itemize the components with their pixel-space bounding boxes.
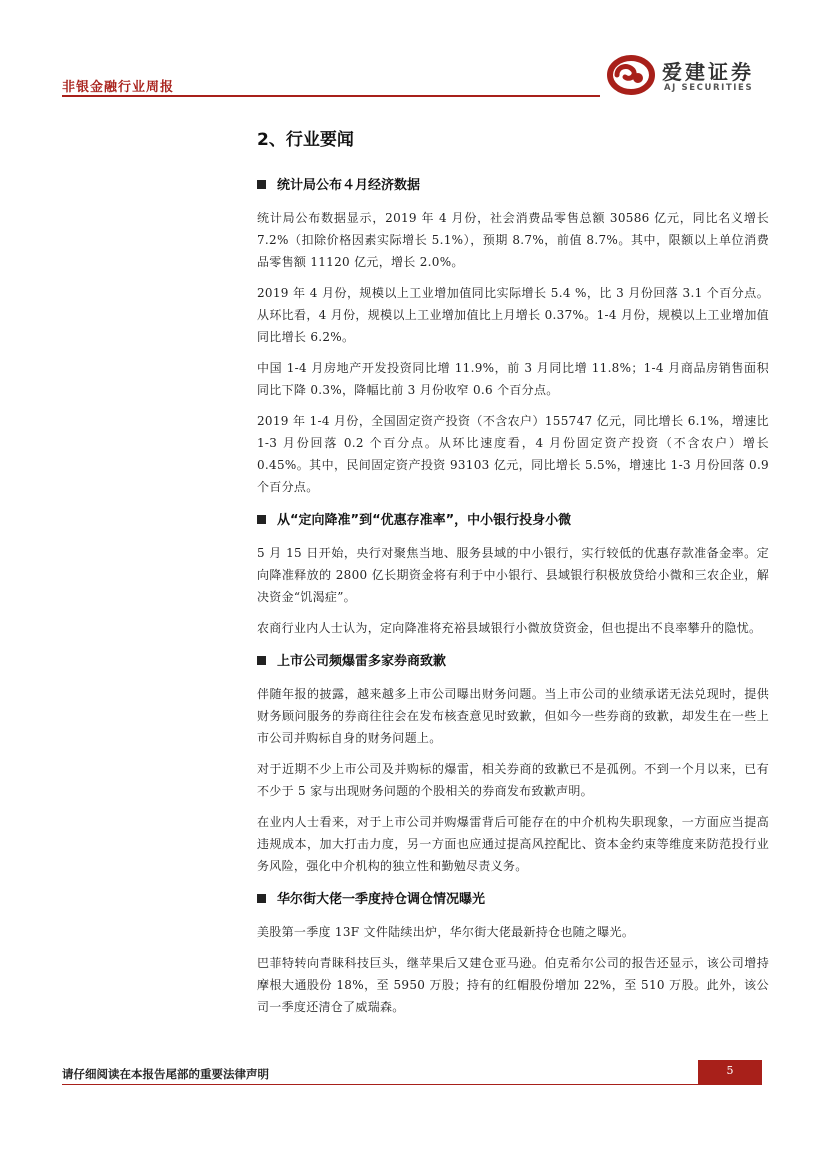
news-paragraph: 美股第一季度 13F 文件陆续出炉，华尔街大佬最新持仓也随之曝光。 <box>257 925 635 939</box>
news-heading <box>257 886 769 913</box>
company-logo <box>606 52 776 102</box>
header-divider <box>62 95 600 97</box>
news-paragraph: 统计局公布数据显示，2019 年 4 月份，社会消费品零售总额 30586 亿元，同比名义增长 7.2%（扣除价格因素实际增长 5.1%），预期 8.7%，前值 8.7%。其中，限额以上单位消费品零售额 11120 亿元，增长 2.0%。 <box>257 211 769 269</box>
news-paragraph: 中国 1-4 月房地产开发投资同比增 11.9%，前 3 月同比增 11.8%；1-4 月商品房销售面积同比下降 0.3%，降幅比前 3 月份收窄 0.6 个百分点。 <box>257 361 769 397</box>
page-number-badge <box>698 1060 762 1085</box>
news-content <box>257 172 769 1027</box>
news-paragraph: 2019 年 4 月份，规模以上工业增加值同比实际增长 5.4 %，比 3 月份回落 3.1 个百分点。从环比看，4 月份，规模以上工业增加值比上月增长 0.37%。1-4 月份，规模以上工业增加值同比增长 6.2%。 <box>257 286 769 344</box>
logo-chinese-name: 爱建证券 <box>662 60 754 84</box>
news-heading-text: 上市公司频爆雷多家券商致歉 <box>277 654 447 669</box>
news-heading <box>257 648 769 675</box>
logo-emblem-icon <box>606 52 656 98</box>
news-heading <box>257 507 769 534</box>
page-number: 5 <box>726 1064 734 1077</box>
news-paragraph: 对于近期不少上市公司及并购标的爆雷，相关券商的致歉已不是孤例。不到一个月以来，已有不少于 5 家与出现财务问题的个股相关的券商发布致歉声明。 <box>257 762 769 798</box>
news-paragraph: 农商行业内人士认为，定向降准将充裕县域银行小微放贷资金，但也提出不良率攀升的隐忧。 <box>257 621 762 635</box>
square-bullet-icon <box>257 180 266 189</box>
news-paragraph: 在业内人士看来，对于上市公司并购爆雷背后可能存在的中介机构失职现象，一方面应当提高违规成本，加大打击力度，另一方面也应通过提高风控配比、资本金约束等维度来防范投行业务风险，强化中介机构的独立性和勤勉尽责义务。 <box>257 815 769 873</box>
news-heading-text: 华尔街大佬一季度持仓调仓情况曝光 <box>277 892 486 907</box>
legal-disclaimer-note: 请仔细阅读在本报告尾部的重要法律声明 <box>62 1067 269 1081</box>
news-heading-text: 统计局公布４月经济数据 <box>277 178 421 193</box>
report-category-title: 非银金融行业周报 <box>62 80 175 95</box>
logo-english-name: AJ SECURITIES <box>664 83 754 93</box>
news-heading <box>257 172 769 199</box>
section-title: 2、行业要闻 <box>257 130 354 150</box>
news-paragraph: 巴菲特转向青睐科技巨头，继苹果后又建仓亚马逊。伯克希尔公司的报告还显示，该公司增持摩根大通股份 18%，至 5950 万股；持有的红帽股份增加 22%，至 510 万股。此外，该公司一季度还清仓了威瑞森。 <box>257 956 769 1014</box>
square-bullet-icon <box>257 656 266 665</box>
news-paragraph: 伴随年报的披露，越来越多上市公司曝出财务问题。当上市公司的业绩承诺无法兑现时，提供财务顾问服务的券商往往会在发布核查意见时致歉，但如今一些券商的致歉，却发生在一些上市公司并购标自身的财务问题上。 <box>257 687 769 745</box>
footer-divider <box>62 1084 698 1085</box>
square-bullet-icon <box>257 515 266 524</box>
news-paragraph: 2019 年 1-4 月份，全国固定资产投资（不含农户）155747 亿元，同比增长 6.1%，增速比 1-3 月份回落 0.2 个百分点。从环比速度看，4 月份固定资产投资（不含农户）增长 0.45%。其中，民间固定资产投资 93103 亿元，同比增长 5.5%，增速比 1-3 月份回落 0.9 个百分点。 <box>257 414 769 494</box>
news-heading-text: 从“定向降准”到“优惠存准率”，中小银行投身小微 <box>277 513 572 528</box>
square-bullet-icon <box>257 894 266 903</box>
news-paragraph: 5 月 15 日开始，央行对聚焦当地、服务县域的中小银行，实行较低的优惠存款准备金率。定向降准释放的 2800 亿长期资金将有利于中小银行、县域银行积极放贷给小微和三农企业，解决资金“饥渴症”。 <box>257 546 769 604</box>
